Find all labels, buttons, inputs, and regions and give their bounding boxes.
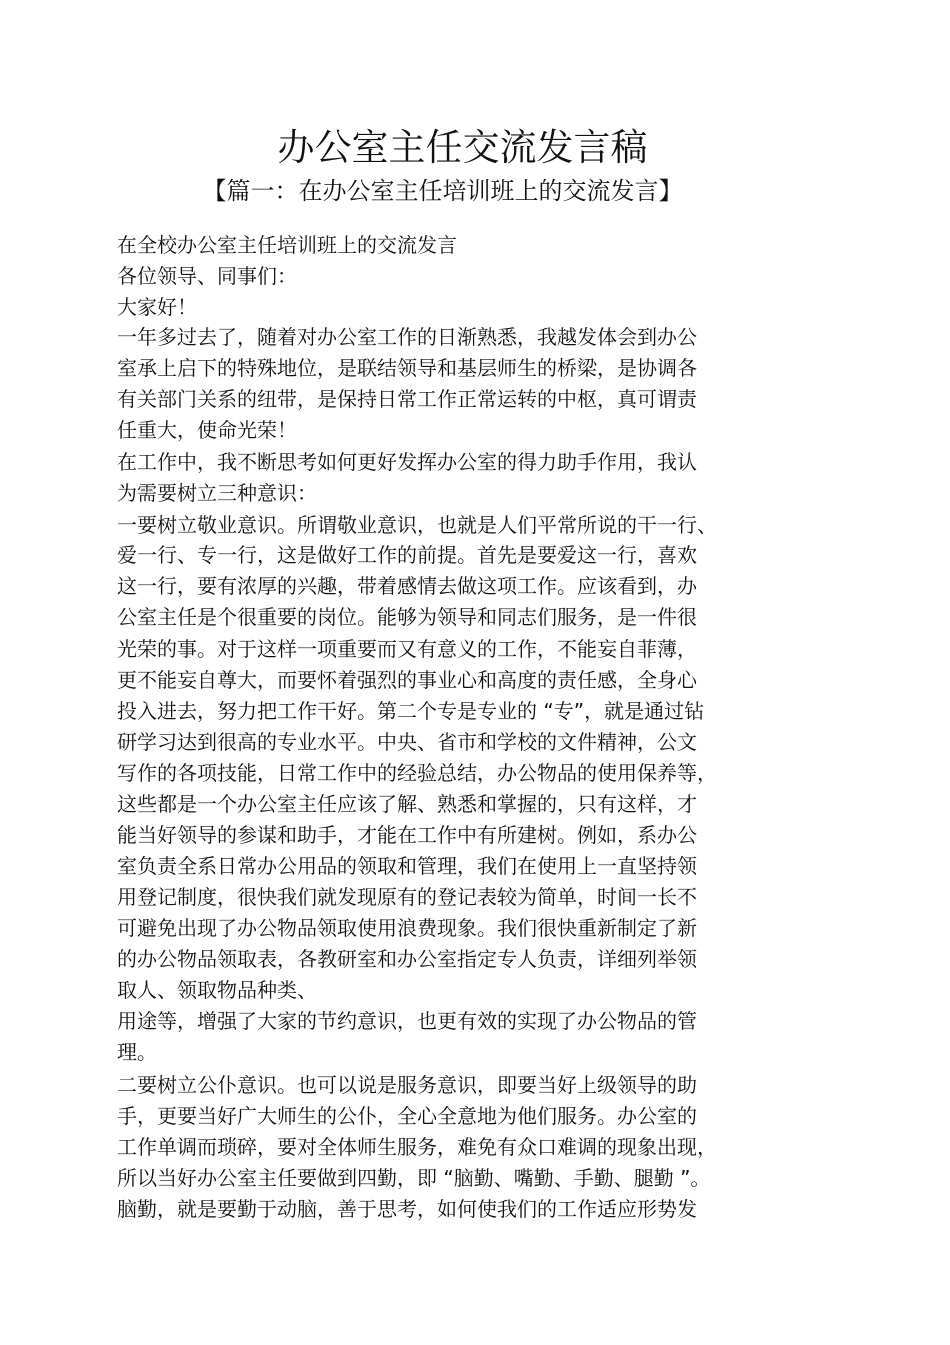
body-line: 用登记制度，很快我们就发现原有的登记表较为简单，时间一长不 bbox=[117, 885, 697, 909]
body-line: 所以当好办公室主任要做到四勤，即 “脑勤、嘴勤、手勤、腿勤 ”。 bbox=[117, 1166, 711, 1190]
body-line: 在工作中，我不断思考如何更好发挥办公室的得力助手作用，我认 bbox=[117, 450, 697, 474]
body-line: 投入进去，努力把工作干好。第二个专是专业的 “专”，就是通过钻 bbox=[117, 699, 705, 723]
body-line: 理。 bbox=[117, 1040, 157, 1064]
body-line: 在全校办公室主任培训班上的交流发言 bbox=[117, 233, 457, 257]
document-subtitle: 【篇一：在办公室主任培训班上的交流发言】 bbox=[202, 177, 683, 205]
body-line: 一年多过去了，随着对办公室工作的日渐熟悉，我越发体会到办公 bbox=[117, 325, 697, 349]
body-line: 脑勤，就是要勤于动脑，善于思考，如何使我们的工作适应形势发 bbox=[117, 1197, 697, 1221]
body-line: 这一行，要有浓厚的兴趣，带着感情去做这项工作。应该看到，办 bbox=[117, 574, 697, 598]
body-line: 有关部门关系的纽带，是保持日常工作正常运转的中枢，真可谓责 bbox=[117, 387, 697, 411]
body-line: 手，更要当好广大师生的公仆，全心全意地为他们服务。办公室的 bbox=[117, 1104, 697, 1128]
body-line: 公室主任是个很重要的岗位。能够为领导和同志们服务，是一件很 bbox=[117, 605, 697, 629]
body-line: 工作单调而琐碎，要对全体师生服务，难免有众口难调的现象出现， bbox=[117, 1135, 717, 1159]
body-line: 更不能妄自尊大，而要怀着强烈的事业心和高度的责任感，全身心 bbox=[117, 668, 697, 692]
body-line: 用途等，增强了大家的节约意识，也更有效的实现了办公物品的管 bbox=[117, 1009, 697, 1033]
document-title: 办公室主任交流发言稿 bbox=[277, 126, 648, 169]
body-line: 二要树立公仆意识。也可以说是服务意识，即要当好上级领导的助 bbox=[117, 1073, 697, 1097]
body-line: 一要树立敬业意识。所谓敬业意识，也就是人们平常所说的干一行、 bbox=[117, 513, 717, 537]
body-line: 写作的各项技能，日常工作中的经验总结，办公物品的使用保养等， bbox=[117, 761, 717, 785]
body-line: 大家好！ bbox=[117, 295, 197, 319]
body-line: 这些都是一个办公室主任应该了解、熟悉和掌握的，只有这样，才 bbox=[117, 792, 697, 816]
body-line: 任重大，使命光荣！ bbox=[117, 418, 297, 442]
body-line: 室承上启下的特殊地位，是联结领导和基层师生的桥梁，是协调各 bbox=[117, 356, 697, 380]
body-line: 爱一行、专一行，这是做好工作的前提。首先是要爱这一行，喜欢 bbox=[117, 543, 697, 567]
body-line: 研学习达到很高的专业水平。中央、省市和学校的文件精神，公文 bbox=[117, 730, 697, 754]
body-line: 光荣的事。对于这样一项重要而又有意义的工作，不能妄自菲薄， bbox=[117, 637, 697, 661]
body-line: 取人、领取物品种类、 bbox=[117, 978, 317, 1002]
body-line: 可避免出现了办公物品领取使用浪费现象。我们很快重新制定了新 bbox=[117, 916, 697, 940]
body-line: 为需要树立三种意识： bbox=[117, 481, 317, 505]
body-line: 室负责全系日常办公用品的领取和管理，我们在使用上一直坚持领 bbox=[117, 854, 697, 878]
body-line: 能当好领导的参谋和助手，才能在工作中有所建树。例如，系办公 bbox=[117, 823, 697, 847]
body-line: 的办公物品领取表，各教研室和办公室指定专人负责，详细列举领 bbox=[117, 947, 697, 971]
body-line: 各位领导、同事们： bbox=[117, 264, 297, 288]
